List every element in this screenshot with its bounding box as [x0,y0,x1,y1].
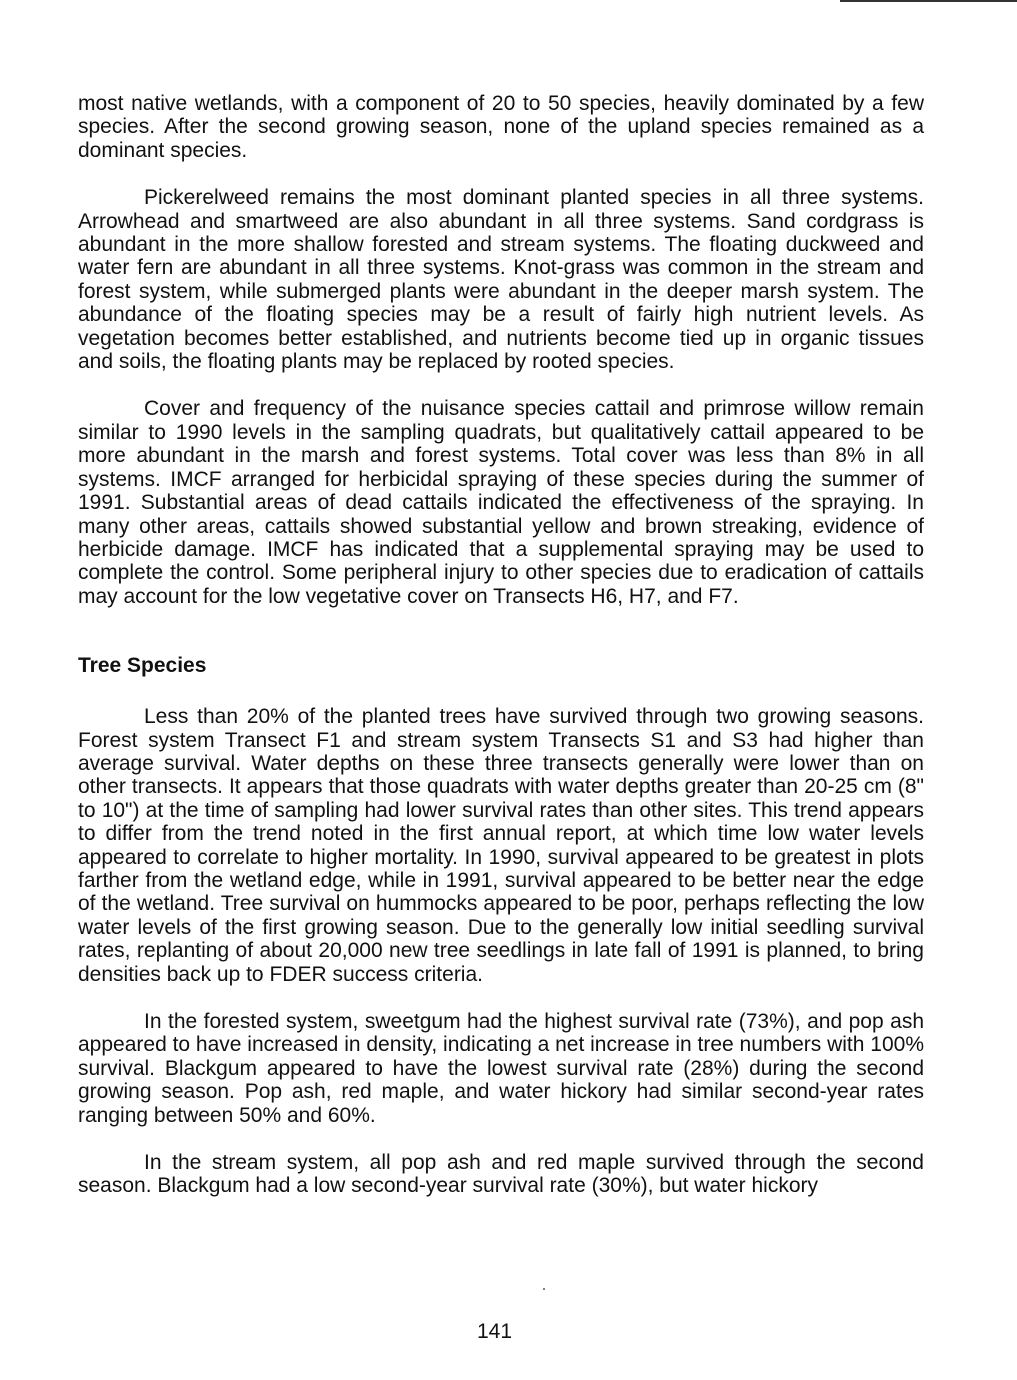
page-body [78,92,924,1198]
paragraph-forested-system: In the forested system, sweetgum had the highest survival rate (73%), and pop ash appeared to have increased in density, indicating a net increase in tree numbers with 100% survival. Blackgum appeared to have the lowest survival rate (28%) during the second growing season. Pop ash, red maple, and water hickory had similar second-year rates ranging between 50% and 60%. [78,1010,924,1127]
paragraph-tree-survival: Less than 20% of the planted trees have survived through two growing seasons. Forest system Transect F1 and stream system Transects S1 and S3 had higher than average survival. Water depths on these three transects generally were lower than on other transects. It appears that those quadrats with water depths greater than 20-25 cm (8" to 10") at the time of sampling had lower survival rates than other sites. This trend appears to differ from the trend noted in the first annual report, at which time low water levels appeared to correlate to higher mortality. In 1990, survival appeared to be greatest in plots farther from the wetland edge, while in 1991, survival appeared to be better near the edge of the wetland. Tree survival on hummocks appeared to be poor, perhaps reflecting the low water levels of the first growing season. Due to the generally low initial seedling survival rates, replanting of about 20,000 new tree seedlings in late fall of 1991 is planned, to bring densities back up to FDER success criteria. [78,705,924,986]
paragraph-pickerelweed: Pickerelweed remains the most dominant planted species in all three systems. Arrowhead and smartweed are also abundant in all three systems. Sand cordgrass is abundant in the more shallow forested and stream systems. The floating duckweed and water fern are abundant in all three systems. Knot-grass was common in the stream and forest system, while submerged plants were abundant in the deeper marsh system. The abundance of the floating species may be a result of fairly high nutrient levels. As vegetation becomes better established, and nutrients become tied up in organic tissues and soils, the floating plants may be replaced by rooted species. [78,186,924,374]
top-edge-rule [840,0,1017,2]
paragraph-continuation: most native wetlands, with a component of 20 to 50 species, heavily dominated by a few species. After the second growing season, none of the upland species remained as a dominant species. [78,92,924,162]
section-heading-tree-species: Tree Species [78,654,207,678]
page-number-container [0,1320,1017,1344]
paragraph-stream-system: In the stream system, all pop ash and red maple survived through the second season. Blackgum had a low second-year survival rate (30%), but water hickory [78,1151,924,1198]
scan-speck [543,1288,545,1290]
page-number: 141 [476,1320,513,1343]
paragraph-nuisance-species: Cover and frequency of the nuisance species cattail and primrose willow remain similar to 1990 levels in the sampling quadrats, but qualitatively cattail appeared to be more abundant in the marsh and forest systems. Total cover was less than 8% in all systems. IMCF arranged for herbicidal spraying of these species during the summer of 1991. Substantial areas of dead cattails indicated the effectiveness of the spraying. In many other areas, cattails showed substantial yellow and brown streaking, evidence of herbicide damage. IMCF has indicated that a supplemental spraying may be used to complete the control. Some peripheral injury to other species due to eradication of cattails may account for the low vegetative cover on Transects H6, H7, and F7. [78,397,924,608]
